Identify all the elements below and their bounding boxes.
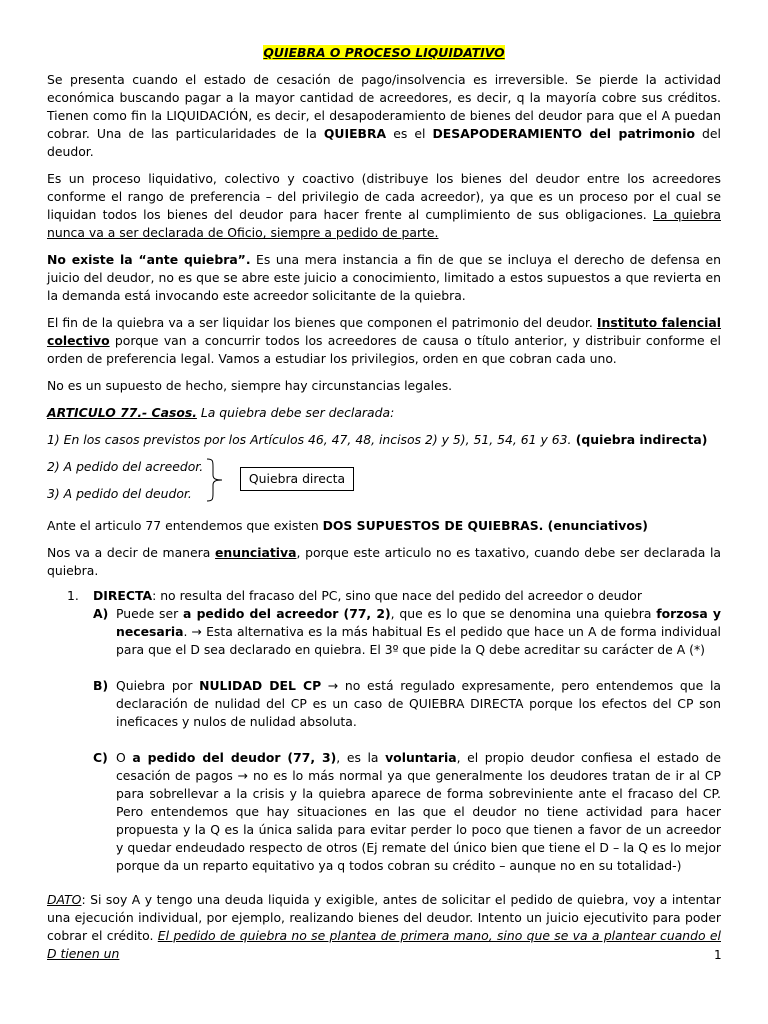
paragraph-supuesto: No es un supuesto de hecho, siempre hay circunstancias legales.	[47, 378, 453, 393]
quiebra-directa-box: Quiebra directa	[240, 467, 354, 491]
list-item-directa: 1. DIRECTA: no resulta del fracaso del PC, sino que nace del pedido del acreedor o deudor	[67, 588, 642, 603]
sub-item-c: C) O a pedido del deudor (77, 3), es la voluntaria, el propio deudor confiesa el estado de cesación de pagos → no es lo más normal ya que generalmente los deudores tratan de ir al CP para sobrellevar a la crisis y la quiebra aparece de forma sobreviniente ante el fracaso del CP. Pero entendemos que hay situaciones en las que el deudor no tiene actividad para hacer propuesta y la Q es la única salida para evitar perder lo poco que tienen a favor de un acreedor y quedar endeudado respecto de otros (Ej remate del único bien que tiene el D – la Q es lo mejor porque da un reparto equitativo ya q todos cobran su crédito – aunque no en su totalidad-)	[93, 750, 721, 873]
sub-item-a: A) Puede ser a pedido del acreedor (77, 2), que es lo que se denomina una quiebra forzosa y necesaria. → Esta alternativa es la más habitual Es el pedido que hace un A de forma individual para que el D sea declarado en quiebra. El 3º que pide la Q debe acreditar su carácter de A (*)	[93, 606, 721, 657]
paragraph-intro: Se presenta cuando el estado de cesación de pago/insolvencia es irreversible. Se pierde la actividad económica buscando pagar a la mayor cantidad de acreedores, es decir, q la mayoría cobre sus créditos. Tienen como fin la LIQUIDACIÓN, es decir, el desapoderamiento de bienes del deudor para que el A puedan cobrar. Una de las particularidades de la QUIEBRA es el DESAPODERAMIENTO del patrimonio del deudor.	[47, 72, 721, 159]
direct-cases-group	[47, 458, 721, 512]
document-title: QUIEBRA O PROCESO LIQUIDATIVO	[263, 45, 505, 60]
case-2: 2) A pedido del acreedor.	[47, 459, 204, 474]
paragraph-enunciativa: Nos va a decir de manera enunciativa, porque este articulo no es taxativo, cuando debe ser declarada la quiebra.	[47, 545, 721, 578]
paragraph-dos-supuestos: Ante el articulo 77 entendemos que existen DOS SUPUESTOS DE QUIEBRAS. (enunciativos)	[47, 518, 648, 533]
paragraph-fin-quiebra: El fin de la quiebra va a ser liquidar los bienes que componen el patrimonio del deudor. Instituto falencial colectivo porque van a concurrir todos los acreedores de causa o título anterior, y distribuir conforme el orden de preferencia legal. Vamos a estudiar los privilegios, orden en que cobran cada uno.	[47, 315, 721, 366]
case-3: 3) A pedido del deudor.	[47, 486, 192, 501]
page-number: 1	[714, 948, 722, 962]
case-1: 1) En los casos previstos por los Artículos 46, 47, 48, incisos 2) y 5), 51, 54, 61 y 63. (quiebra indirecta)	[47, 432, 708, 447]
sub-item-b: B) Quiebra por NULIDAD DEL CP → no está regulado expresamente, pero entendemos que la declaración de nulidad del CP es un caso de QUIEBRA DIRECTA porque los efectos del CP son ineficaces y nulos de nulidad absoluta.	[93, 678, 721, 729]
paragraph-dato: DATO: Si soy A y tengo una deuda liquida y exigible, antes de solicitar el pedido de quiebra, voy a intentar una ejecución individual, por ejemplo, realizando bienes del deudor. Intento un juicio ejecutivito para poder cobrar el crédito. El pedido de quiebra no se plantea de primera mano, sino que se va a plantear cuando el D tienen un	[47, 892, 721, 961]
article-heading: ARTICULO 77.- Casos. La quiebra debe ser declarada:	[47, 405, 395, 420]
paragraph-ante-quiebra: No existe la “ante quiebra”. Es una mera instancia a fin de que se incluya el derecho de defensa en juicio del deudor, no es que se abre este juicio a conocimiento, limitado a estos supuestos a que revierta en la demanda está invocando este acreedor solicitante de la quiebra.	[47, 252, 721, 303]
curly-brace-icon	[205, 458, 227, 502]
document-page	[47, 44, 721, 972]
paragraph-proceso: Es un proceso liquidativo, colectivo y coactivo (distribuye los bienes del deudor entre los acreedores conforme el rango de preferencia – del privilegio de cada acreedor), ya que es un proceso por el cual se liquidan todos los bienes del deudor para hacer frente al cumplimiento de sus obligaciones. La quiebra nunca va a ser declarada de Oficio, siempre a pedido de parte.	[47, 171, 721, 240]
